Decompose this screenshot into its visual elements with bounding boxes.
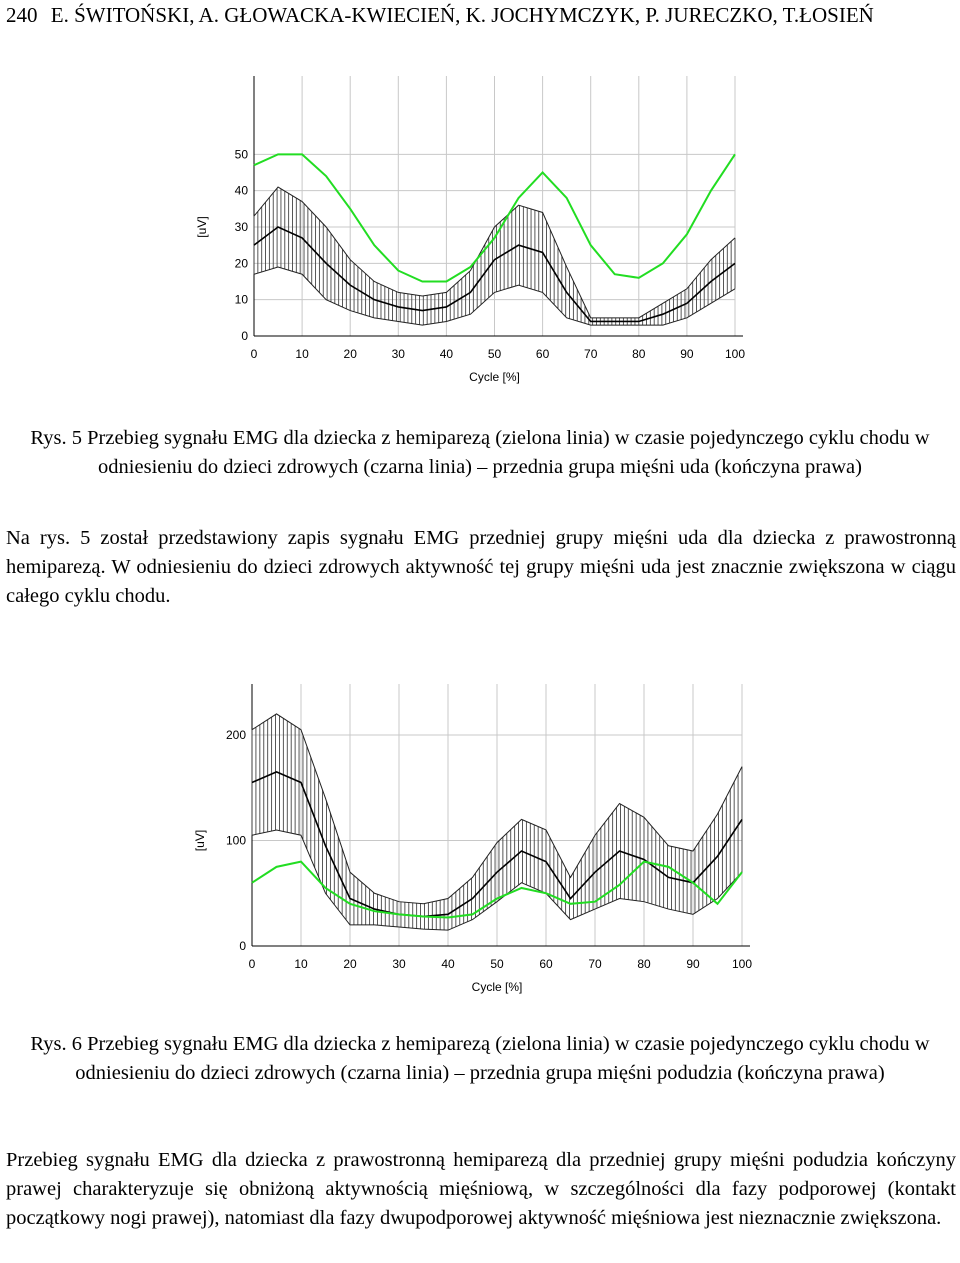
fig6-y-tick-label: 100 (225, 833, 246, 848)
fig6-y-tick-label: 200 (225, 728, 246, 742)
figure-5-caption: Rys. 5 Przebieg sygnału EMG dla dziecka z hemiparezą (zielona linia) w czasie pojedynczego cyklu chodu w odniesieniu do dzieci zdrowych (czarna linia) – przednia grupa mięśni uda (kończyna prawa) (30, 427, 930, 478)
fig5-x-tick-label: 100 (724, 347, 746, 361)
page-number: 240 (6, 3, 38, 27)
fig6-x-tick-label: 90 (686, 957, 700, 971)
fig6-x-tick-label: 40 (441, 957, 455, 971)
fig5-x-tick-label: 40 (439, 347, 454, 361)
fig6-x-tick-label: 0 (248, 957, 256, 971)
fig5-x-tick-label: 80 (632, 347, 646, 361)
paragraph-1: Na rys. 5 został przedstawiony zapis sygnału EMG przedniej grupy mięśni uda dla dziecka z prawostronną hemiparezą. W odniesieniu do dzieci zdrowych aktywność tej grupy mięśni uda jest znacznie zwiększona w ciągu całego cyklu chodu. (6, 527, 956, 607)
fig5-x-tick-label: 30 (391, 347, 405, 361)
fig5-x-tick-label: 60 (535, 347, 550, 361)
fig5-x-tick-label: 20 (343, 347, 357, 361)
fig6-x-tick-label: 50 (490, 957, 504, 971)
fig6-y-tick-label: 0 (239, 939, 246, 953)
authors: E. ŚWITOŃSKI, A. GŁOWACKA-KWIECIEŃ, K. JOCHYMCZYK, P. JURECZKO, T.ŁOSIEŃ (50, 3, 874, 27)
fig6-x-tick-label: 60 (539, 957, 553, 971)
fig5-x-tick-label: 50 (487, 347, 502, 361)
fig5-x-axis-label: Cycle [%] (469, 370, 520, 384)
fig5-y-tick-label: 20 (234, 256, 248, 271)
fig6-x-tick-label: 100 (731, 957, 753, 971)
fig5-y-axis-label: [uV] (195, 216, 209, 238)
fig5-y-tick-label: 10 (234, 292, 248, 307)
fig5-x-tick-label: 90 (680, 347, 694, 361)
fig6-plot (193, 684, 752, 994)
fig5-x-tick-label: 0 (250, 347, 258, 361)
fig5-y-tick-label: 30 (234, 220, 248, 234)
figure-6-caption: Rys. 6 Przebieg sygnału EMG dla dziecka z hemiparezą (zielona linia) w czasie pojedynczego cyklu chodu w odniesieniu do dzieci zdrowych (czarna linia) – przednia grupa mięśni podudzia (kończyna prawa) (30, 1033, 930, 1084)
fig6-x-tick-label: 80 (637, 957, 651, 971)
fig6-x-tick-label: 10 (294, 957, 308, 971)
fig6-y-axis-label: [uV] (193, 829, 207, 852)
fig5-y-tick-label: 0 (241, 329, 248, 343)
fig5-y-tick-label: 50 (234, 147, 248, 162)
paragraph-2: Przebieg sygnału EMG dla dziecka z prawostronną hemiparezą dla przedniej grupy mięśni podudzia kończyny prawej charakteryzuje się obniżoną aktywnością mięśniową, w szczególności dla fazy podporowej (kontakt początkowy nogi prawej), natomiast dla fazy dwupodporowej aktywność mięśniowa jest nieznacznie zwiększona. (6, 1149, 956, 1229)
fig5-x-tick-label: 70 (584, 347, 598, 361)
fig5-y-tick-label: 40 (234, 183, 248, 198)
fig5-x-tick-label: 10 (295, 347, 309, 361)
fig6-x-tick-label: 20 (343, 957, 357, 971)
fig6-x-tick-label: 30 (392, 957, 406, 971)
fig6-x-axis-label: Cycle [%] (471, 980, 523, 994)
fig6-x-tick-label: 70 (588, 957, 602, 971)
